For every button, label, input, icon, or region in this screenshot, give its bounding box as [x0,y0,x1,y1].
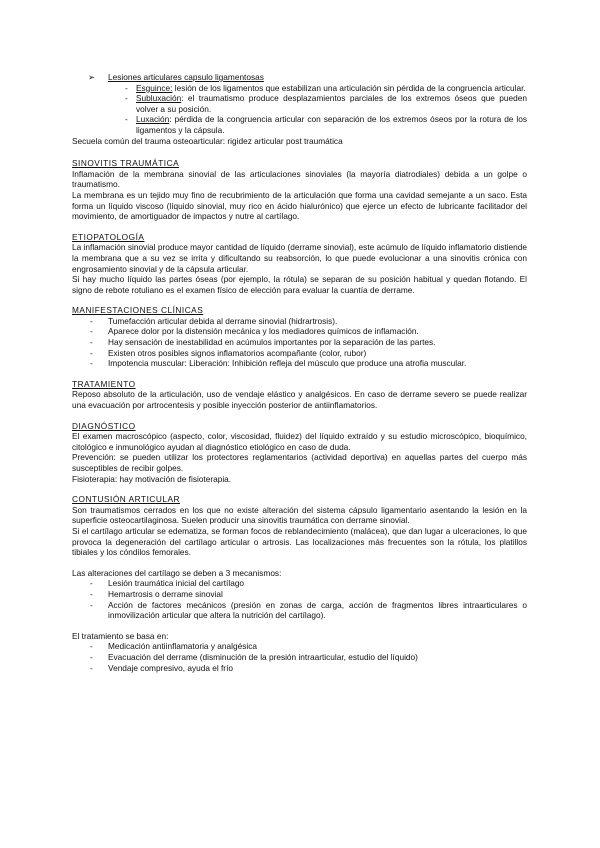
lesion-text: : el traumatismo produce desplazamientos parciales de los extremos óseos que pueden volver a su posición. [136,93,527,114]
sinovitis-heading: SINOVITIS TRAUMÁTICA [72,158,180,169]
lesion-term: Esguince: [136,82,173,93]
list-item [72,600,527,621]
list-item [72,641,527,652]
list-item [72,578,527,589]
etiopatologia-p2: Si hay mucho líquido las partes óseas (por ejemplo, la rótula) se separan de su posición habitual y quedan flotando. El signo de rebote rotuliano es el examen físico de elección para evaluar la cuantía de derrame. [72,274,527,295]
mecanismos-intro: Las alteraciones del cartílago se deben a 3 mecanismos: [72,567,282,578]
list-item-text: Aparece dolor por la distensión mecánica y los mediadores químicos de inflamación. [108,326,419,337]
list-item [72,358,527,369]
contusion-p2: Si el cartílago articular se edematiza, se forman focos de reblandecimiento (malácea), que dan lugar a ulceraciones, lo que provoca la degeneración del cartílago articular o artrosis. Las localizaciones más frecuentes son la rótula, los platillos tibiales y los cóndilos femorales. [72,525,527,558]
diagnostico-p2: Prevención: se pueden utilizar los protectores reglamentarios (actividad deportiva) en aquellas partes del cuerpo más susceptibles de recibir golpes. [72,452,527,473]
tratamiento-p1: Reposo absoluto de la articulación, uso de vendaje elástico y analgésicos. En caso de derrame severo se puede realizar una evacuación por artrocentesis y posible inyección posterior de antiinflamatorios. [72,389,527,411]
lesion-text: lesión de los ligamentos que estabilizan una articulación sin pérdida de la congruencia articular. [172,82,526,93]
spacer [72,558,527,568]
list-item-text: Hemartrosis o derrame sinovial [108,588,223,599]
list-item [72,589,527,600]
dash-bullet-icon: - [90,578,93,589]
lesiones-title-item [72,72,527,83]
sinovitis-p1: Inflamación de la membrana sinovial de las articulaciones sinoviales (la mayoría diatrodiales) debida a un golpe o traumatismo. [72,168,527,190]
list-item [72,316,527,327]
dash-bullet-icon: - [90,599,93,610]
dash-bullet-icon: - [125,82,128,93]
dash-bullet-icon: - [90,347,93,358]
mecanismos-list [72,578,527,620]
list-item-text: Lesión traumática inicial del cartílago [108,578,245,589]
etiopatologia-heading: ETIOPATOLOGÍA [72,231,145,242]
dash-bullet-icon: - [90,326,93,337]
dash-bullet-icon: - [90,588,93,599]
dash-bullet-icon: - [90,315,93,326]
tratamiento-contusion-intro: El tratamiento se basa en: [72,630,169,641]
manifestaciones-heading: MANIFESTACIONES CLÍNICAS [72,305,204,316]
spacer [72,621,527,631]
list-item-text: Vendaje compresivo, ayuda el frío [108,662,233,673]
list-item-text: Impotencia muscular: Liberación: Inhibición refleja del músculo que produce una atrofia muscular. [108,358,467,369]
list-item [72,652,527,663]
contusion-heading: CONTUSIÓN ARTICULAR [72,494,181,505]
diagnostico-p3: Fisioterapia: hay motivación de fisioterapia. [72,473,232,484]
list-item-text: Hay sensación de inestabilidad en acúmulos importantes por la separación de las partes. [108,337,436,348]
list-item-text: Existen otros posibles signos inflamatorios acompañante (color, rubor) [108,347,367,358]
lesion-term: Subluxación [136,93,182,104]
lesion-esguince [72,83,527,94]
dash-bullet-icon: - [90,662,93,673]
list-item [72,663,527,674]
list-item-text: Tumefacción articular debida al derrame sinovial (hidrartrosis). [108,315,338,326]
dash-bullet-icon: - [90,641,93,652]
lesion-subluxacion [72,93,527,114]
list-item [72,348,527,359]
document-page [72,72,527,673]
list-item-text: Medicación antiinflamatoria y analgésica [108,641,257,652]
manifestaciones-list [72,316,527,369]
diagnostico-heading: DIAGNÓSTICO [72,420,136,431]
tratamiento-heading: TRATAMIENTO [72,378,136,389]
dash-bullet-icon: - [90,651,93,662]
lesion-text: : pérdida de la congruencia articular con separación de los extremos óseos por la rotura de los ligamentos y la cápsula. [136,114,527,135]
etiopatologia-p1: La inflamación sinovial produce mayor cantidad de líquido (derrame sinovial), este acúmulo de líquido inflamatorio distiende la membrana que a su vez se irrita y dificultando su reabsorción, lo que puede evolucionar a una sinovitis crónica con engrosamiento sinovial y de la cápsula articular. [72,242,527,274]
list-item-text: Evacuación del derrame (disminución de la presión intraarticular, estudio del líquido) [108,651,418,662]
lesiones-title: Lesiones articulares capsulo ligamentosas [108,72,264,82]
tratamiento-contusion-list [72,641,527,673]
dash-bullet-icon: - [90,337,93,348]
list-item [72,337,527,348]
dash-bullet-icon: - [125,93,128,104]
secuela-text: Secuela común del trauma osteoarticular: rigidez articular post traumática [72,135,343,146]
contusion-p1: Son traumatismos cerrados en los que no existe alteración del sistema cápsulo ligamentario asentando la lesión en la superficie osteocartilaginosa. Suelen producir una sinovitis traumática con derrame sinovial. [72,504,527,526]
list-item-text: Acción de factores mecánicos (presión en zonas de carga, acción de fragmentos libres intraarticulares o inmovilización articular que altera la nutrición del cartílago). [108,599,527,621]
dash-bullet-icon: - [125,114,128,125]
diagnostico-p1: El examen macroscópico (aspecto, color, viscosidad, fluidez) del líquido extraído y su estudio microscópico, bioquímico, citológico e inmunológico ayudan al diagnóstico etiológico en caso de duda. [72,431,527,452]
list-item [72,326,527,337]
lesion-term: Luxación [136,114,170,125]
dash-bullet-icon: - [90,358,93,369]
lesion-luxacion [72,114,527,135]
arrow-bullet-icon: ➢ [88,72,95,82]
sinovitis-p2: La membrana es un tejido muy fino de recubrimiento de la articulación que forma una cavidad semejante a un saco. Esta forma un líquido viscoso (líquido sinovial, muy rico en ácido hialurónico) que ejerce un efecto de lubricante facilitador del movimiento, de amortiguador de impactos y nutre al cartílago. [72,189,527,222]
